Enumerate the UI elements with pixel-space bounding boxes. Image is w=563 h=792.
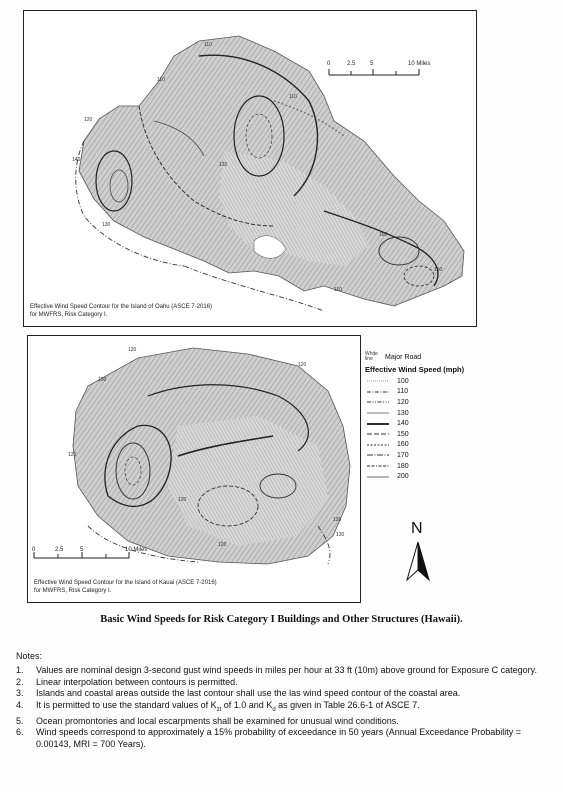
- legend-item-200: [365, 471, 475, 482]
- note-text: Linear interpolation between contours is permitted.: [36, 676, 238, 687]
- kauai-map-caption: [34, 579, 217, 595]
- legend-road-row: [365, 352, 475, 362]
- note-number: 6.: [16, 727, 24, 738]
- legend-item-label: 140: [397, 420, 409, 428]
- note-number: 1.: [16, 665, 24, 676]
- legend-item-140: [365, 418, 475, 429]
- kauai-island-drawing: [28, 336, 360, 602]
- legend-item-label: 100: [397, 377, 409, 385]
- note-item: [16, 700, 556, 716]
- note-item: [16, 716, 556, 727]
- legend-title: Effective Wind Speed (mph): [365, 365, 465, 374]
- scale-tick-label: 2.5: [347, 61, 356, 67]
- legend-item-100: [365, 376, 475, 387]
- oahu-contour-label: 120: [219, 162, 228, 168]
- note-number: 2.: [16, 676, 24, 687]
- note-item: [16, 727, 556, 750]
- legend-item-120: [365, 397, 475, 408]
- note-number: 3.: [16, 688, 24, 699]
- line-style-sample: [367, 378, 389, 384]
- oahu-contour-label: 110: [157, 77, 165, 83]
- note-subscript: d: [272, 706, 276, 713]
- oahu-scale-bar: [327, 61, 430, 75]
- legend-item-170: [365, 450, 475, 461]
- legend-item-label: 120: [397, 398, 409, 406]
- oahu-contour-label: 110: [204, 42, 212, 48]
- caption-line: Effective Wind Speed Contour for the Island of Oahu (ASCE 7-2016): [30, 304, 212, 310]
- north-letter: N: [411, 520, 423, 537]
- oahu-contour-label: 120: [84, 117, 93, 123]
- scale-tick-label: 10 Miles: [408, 61, 431, 67]
- note-text: [36, 700, 420, 716]
- line-style-sample: [367, 399, 389, 405]
- map-legend: [365, 352, 475, 482]
- road-label: Major Road: [385, 353, 422, 361]
- oahu-map-caption: [30, 303, 212, 319]
- legend-item-130: [365, 408, 475, 419]
- oahu-contour-label: 160: [379, 232, 388, 238]
- legend-item-160: [365, 440, 475, 451]
- notes-list: [16, 665, 556, 750]
- note-item: [16, 665, 556, 676]
- kauai-map: [27, 335, 361, 603]
- note-text-part: of 1.0 and K: [221, 699, 273, 710]
- kauai-contour-label: 120: [218, 542, 227, 548]
- oahu-map: [23, 10, 477, 327]
- oahu-contour-label: 130: [102, 222, 111, 228]
- notes-heading: Notes:: [16, 651, 43, 661]
- legend-item-180: [365, 461, 475, 472]
- legend-item-150: [365, 429, 475, 440]
- note-text: Ocean promontories and local escarpments shall be examined for unusual wind conditions.: [36, 715, 399, 726]
- note-item: [16, 688, 556, 699]
- kauai-contour-label: 120: [128, 347, 137, 353]
- scale-tick-label: 2.5: [55, 547, 64, 553]
- legend-item-label: 160: [397, 441, 409, 449]
- oahu-island-drawing: [24, 11, 476, 326]
- caption-line: for MWFRS, Risk Category I.: [34, 588, 112, 594]
- kauai-contour-label: 120: [68, 452, 77, 458]
- notes-section: [16, 651, 556, 750]
- line-style-sample: [367, 442, 389, 448]
- legend-item-label: 130: [397, 409, 409, 417]
- caption-line: for MWFRS, Risk Category I.: [30, 312, 108, 318]
- caption-line: Effective Wind Speed Contour for the Island of Kauai (ASCE 7-2016): [34, 580, 217, 586]
- kauai-contour-label: 130: [98, 377, 107, 383]
- note-text-part: It is permitted to use the standard values of K: [36, 699, 217, 710]
- oahu-contour-label: 110: [334, 287, 342, 293]
- legend-item-label: 150: [397, 430, 409, 438]
- oahu-contour-label: 110: [289, 94, 297, 100]
- note-text-part: as given in Table 26.6-1 of ASCE 7.: [275, 699, 420, 710]
- kauai-contour-label: 120: [333, 517, 342, 523]
- note-text: Wind speeds correspond to approximately a 15% probability of exceedance in 50 years (Annual Exceedance Probability = 0.00143, MRI = 700 Years).: [36, 727, 522, 749]
- legend-item-110: [365, 387, 475, 398]
- figure-title: Basic Wind Speeds for Risk Category I Buildings and Other Structures (Hawaii).: [100, 614, 463, 625]
- line-style-sample: [367, 389, 389, 395]
- kauai-contour-label: 130: [336, 532, 345, 538]
- kauai-contour-label: 120: [298, 362, 307, 368]
- oahu-contour-label: 140: [72, 157, 81, 163]
- note-subscript: zt: [216, 706, 222, 713]
- legend-items: [365, 376, 475, 482]
- legend-item-label: 170: [397, 451, 409, 459]
- kauai-contour-label: 120: [178, 497, 187, 503]
- line-style-sample: [367, 452, 389, 458]
- note-item: [16, 677, 556, 688]
- line-style-sample: [367, 474, 389, 480]
- note-text: Islands and coastal areas outside the last contour shall use the las wind speed contour of the coastal area.: [36, 688, 461, 699]
- legend-item-label: 110: [397, 388, 409, 396]
- note-number: 5.: [16, 715, 24, 726]
- scale-tick-label: 10 Miles: [125, 547, 148, 553]
- legend-item-label: 200: [397, 473, 409, 481]
- road-key-label: White line: [365, 351, 378, 362]
- oahu-contour-label: 150: [434, 267, 443, 273]
- line-style-sample: [367, 463, 389, 469]
- note-number: 4.: [16, 699, 24, 710]
- line-style-sample: [367, 431, 389, 437]
- legend-item-label: 180: [397, 462, 409, 470]
- scale-tick-label: 5: [370, 61, 374, 67]
- note-text: Values are nominal design 3-second gust wind speeds in miles per hour at 33 ft (10m) above ground for Exposure C category.: [36, 665, 537, 676]
- line-style-sample: [367, 421, 389, 427]
- scale-tick-label: 0: [32, 547, 36, 553]
- line-style-sample: [367, 410, 389, 416]
- kauai-scale-bar: [32, 547, 147, 558]
- scale-tick-label: 0: [327, 61, 331, 67]
- north-arrow-icon: [405, 520, 431, 586]
- scale-tick-label: 5: [80, 547, 84, 553]
